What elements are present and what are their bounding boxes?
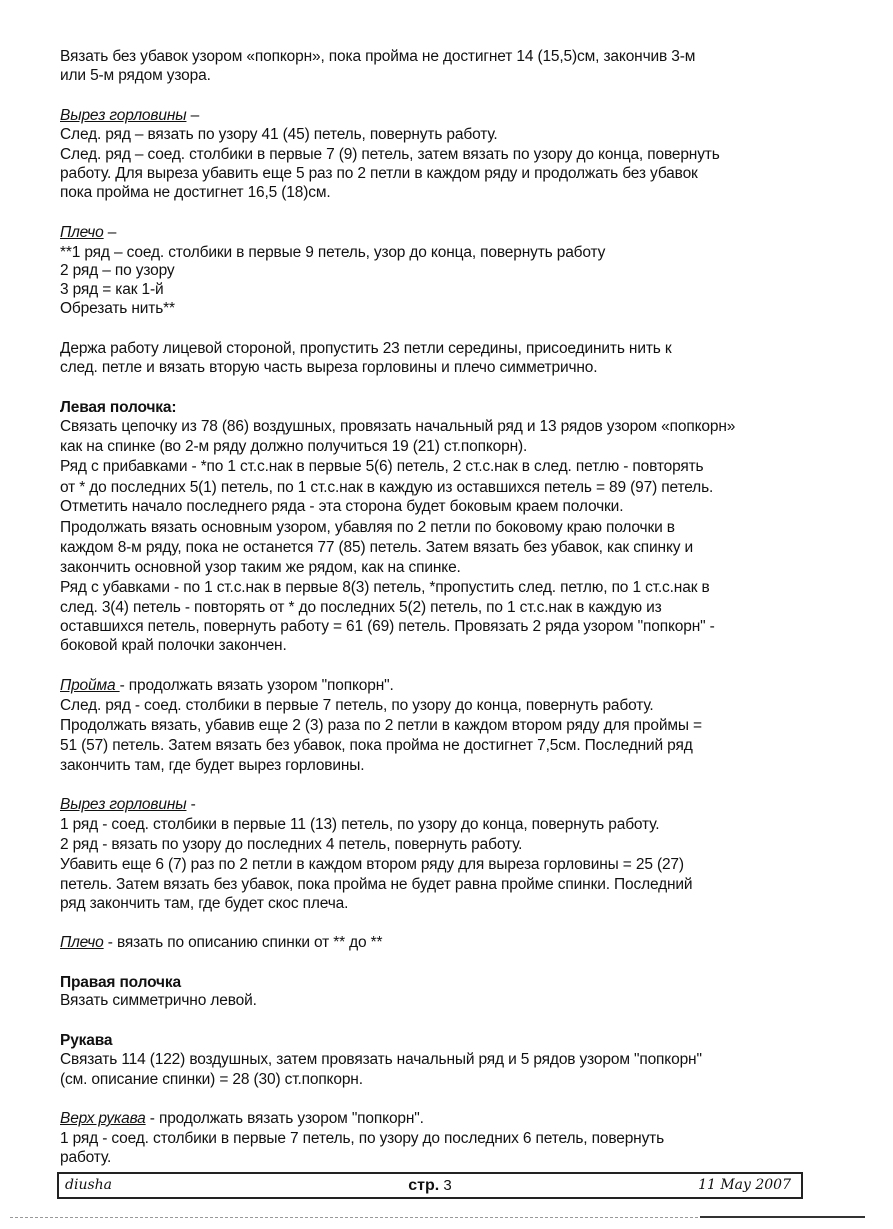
text-line (60, 339, 672, 359)
page-footer (57, 1172, 803, 1199)
line-text: Продолжать вязать, убавив еще 2 (3) раза по 2 петли в каждом втором ряду для проймы = (60, 717, 702, 734)
line-text: Отметить начало последнего ряда - эта сторона будет боковым краем полочки. (60, 498, 624, 515)
text-line (60, 696, 654, 716)
line-text: ряд закончить там, где будет скос плеча. (60, 895, 349, 912)
line-text: боковой край полочки закончен. (60, 637, 287, 654)
line-text: Держа работу лицевой стороной, пропустить 23 петли середины, присоединить нить к (60, 340, 672, 357)
text-line (60, 1050, 702, 1070)
line-text: от * до последних 5(1) петель, по 1 ст.с.нак в каждую из оставшихся петель = 89 (97) петель. (60, 479, 714, 496)
text-line (60, 815, 659, 835)
line-text: работу. (60, 1149, 112, 1166)
text-line (60, 125, 498, 145)
subsection-title: Плечо (60, 224, 104, 241)
line-text: 51 (57) петель. Затем вязать без убавок, пока пройма не достигнет 7,5см. Последний ряд (60, 737, 693, 754)
line-text: - (186, 796, 196, 813)
text-line (60, 1070, 363, 1090)
text-line (60, 1109, 424, 1129)
line-text: Связать 114 (122) воздушных, затем провязать начальный ряд и 5 рядов узором "попкорн" (60, 1051, 702, 1068)
footer-page-number (59, 1177, 801, 1195)
line-text: – (186, 107, 200, 124)
text-line (60, 497, 623, 517)
line-text: - продолжать вязать узором "попкорн". (119, 677, 394, 694)
line-text: Убавить еще 6 (7) раз по 2 петли в каждом втором ряду для выреза горловины = 25 (27) (60, 856, 684, 873)
footer-date: 11 May 2007 (698, 1177, 791, 1193)
section-heading: Правая полочка (60, 974, 181, 991)
text-line (60, 358, 597, 378)
text-line (60, 578, 710, 598)
footer-author: diusha (65, 1177, 113, 1193)
text-line (60, 716, 702, 736)
line-text: Ряд с убавками - по 1 ст.с.нак в первые 8(3) петель, *пропустить след. петлю, по 1 ст.с.нак в (60, 579, 710, 596)
text-line (60, 518, 675, 538)
subsection-title: Верх рукава (60, 1110, 146, 1127)
text-line (60, 243, 605, 263)
text-line (60, 164, 698, 184)
line-text: 1 ряд - соед. столбики в первые 11 (13) петель, по узору до конца, повернуть работу. (60, 816, 660, 833)
text-line (60, 223, 116, 243)
line-text: 3 ряд = как 1-й (60, 281, 164, 298)
line-text: След. ряд – соед. столбики в первые 7 (9) петель, затем вязать по узору до конца, повернуть (60, 146, 720, 163)
subsection-title: Пройма (60, 677, 120, 694)
text-line (60, 47, 695, 67)
line-text: закончить основной узор таким же рядом, как на спинке. (60, 559, 461, 576)
text-line (60, 261, 174, 281)
line-text: оставшихся петель, повернуть работу = 61 (69) петель. Провязать 2 ряда узором "попкорн" - (60, 618, 715, 635)
line-text: - продолжать вязать узором "попкорн". (145, 1110, 424, 1127)
text-line (60, 835, 522, 855)
line-text: Продолжать вязать основным узором, убавляя по 2 петли по боковому краю полочки в (60, 519, 675, 536)
text-line (60, 106, 199, 126)
text-line (60, 299, 175, 319)
line-text: работу. Для выреза убавить еще 5 раз по 2 петли в каждом ряду и продолжать без убавок (60, 165, 698, 182)
text-line (60, 795, 196, 815)
line-text: След. ряд - соед. столбики в первые 7 петель, по узору до конца, повернуть работу. (60, 697, 654, 714)
text-line (60, 1129, 664, 1149)
line-text: каждом 8-м ряду, пока не останется 77 (85) петель. Затем вязать без убавок, как спинку и (60, 539, 694, 556)
text-line (60, 598, 662, 618)
text-line (60, 933, 382, 953)
line-text: Вязать без убавок узором «попкорн», пока пройма не достигнет 14 (15,5)см, закончив 3-м (60, 48, 696, 65)
text-line (60, 1148, 111, 1168)
line-text: след. петле и вязать вторую часть выреза горловины и плечо симметрично. (60, 359, 598, 376)
subsection-title: Плечо (60, 934, 104, 951)
line-text: 2 ряд – по узору (60, 262, 175, 279)
text-line (60, 736, 693, 756)
text-line (60, 183, 331, 203)
section-heading: Рукава (60, 1032, 113, 1049)
line-text: пока пройма не достигнет 16,5 (18)см. (60, 184, 331, 201)
text-line (60, 894, 348, 914)
text-line (60, 676, 394, 696)
text-line (60, 991, 257, 1011)
text-line (60, 417, 735, 437)
line-text: петель. Затем вязать без убавок, пока пройма не будет равна пройме спинки. Последний (60, 876, 693, 893)
text-line (60, 478, 713, 498)
line-text: Обрезать нить** (60, 300, 175, 317)
text-line (60, 538, 693, 558)
line-text: закончить там, где будет вырез горловины. (60, 757, 365, 774)
line-text: или 5-м рядом узора. (60, 67, 211, 84)
text-line (60, 617, 715, 637)
line-text: след. 3(4) петель - повторять от * до последних 5(2) петель, по 1 ст.с.нак в каждую из (60, 599, 662, 616)
line-text: **1 ряд – соед. столбики в первые 9 петель, узор до конца, повернуть работу (60, 244, 606, 261)
text-line (60, 756, 364, 776)
text-line (60, 636, 287, 656)
line-text: 2 ряд - вязать по узору до последних 4 петель, повернуть работу. (60, 836, 523, 853)
line-text: Ряд с прибавками - *по 1 ст.с.нак в первые 5(6) петель, 2 ст.с.нак в след. петлю - повторять (60, 458, 704, 475)
subsection-title: Вырез горловины (60, 107, 187, 124)
text-line (60, 437, 527, 457)
text-line (60, 145, 720, 165)
scan-artifact-bar (700, 1216, 865, 1218)
subsection-title: Вырез горловины (60, 796, 187, 813)
line-text: - вязать по описанию спинки от ** до ** (103, 934, 383, 951)
line-text: (см. описание спинки) = 28 (30) ст.попкорн. (60, 1071, 363, 1088)
page-number: 3 (443, 1177, 452, 1194)
text-line (60, 855, 684, 875)
line-text: Вязать симметрично левой. (60, 992, 257, 1009)
line-text: Связать цепочку из 78 (86) воздушных, провязать начальный ряд и 13 рядов узором «попкорн» (60, 418, 736, 435)
line-text: 1 ряд - соед. столбики в первые 7 петель, по узору до последних 6 петель, повернуть (60, 1130, 665, 1147)
text-line (60, 66, 211, 86)
text-line (60, 280, 164, 300)
text-line (60, 875, 692, 895)
line-text: как на спинке (во 2-м ряду должно получиться 19 (21) ст.попкорн). (60, 438, 528, 455)
page-label: стр. (408, 1177, 440, 1194)
text-line (60, 558, 461, 578)
line-text: След. ряд – вязать по узору 41 (45) петель, повернуть работу. (60, 126, 498, 143)
section-heading: Левая полочка: (60, 399, 177, 416)
line-text: – (103, 224, 117, 241)
text-line (60, 457, 703, 477)
